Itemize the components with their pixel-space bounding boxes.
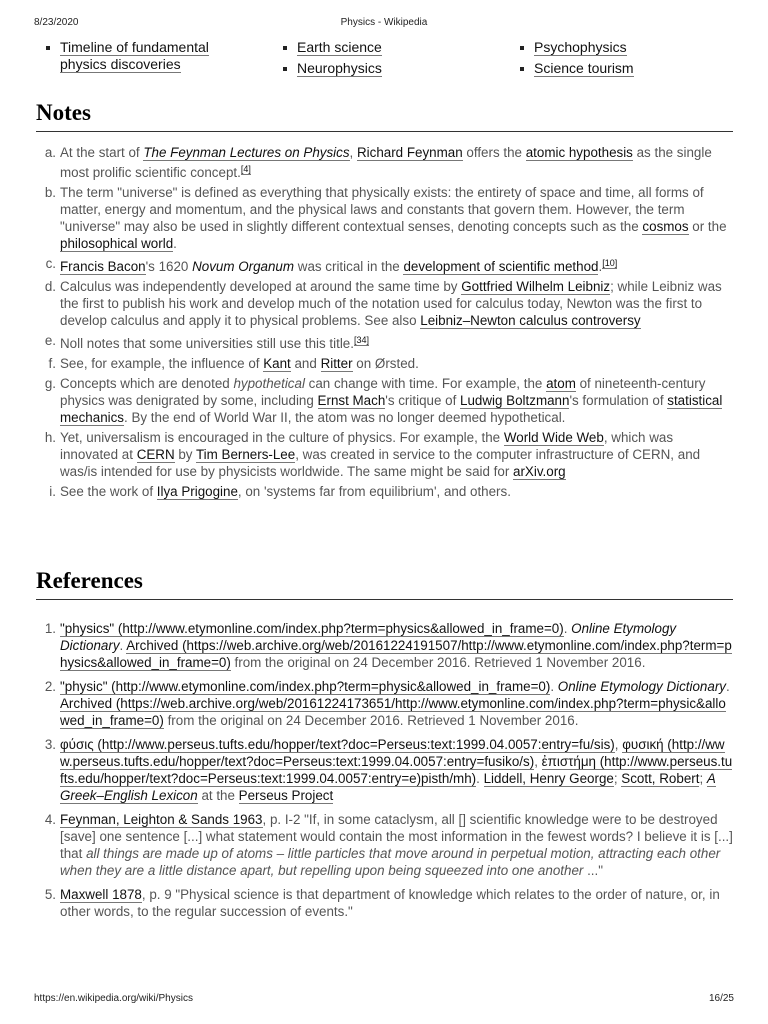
reference-text: from the original on 24 December 2016. Retrieved 1 November 2016. bbox=[163, 713, 579, 728]
print-date: 8/23/2020 bbox=[34, 17, 79, 28]
note-text: and bbox=[290, 356, 321, 371]
note-link[interactable]: Richard Feynman bbox=[356, 145, 463, 160]
reference-link[interactable]: ἐπιστήμη (http://www.perseus.tufts.edu/hopper/text?doc=Perseus:text:1999.04.0057:entry=e)pisth/mh) bbox=[60, 754, 733, 786]
list-item bbox=[518, 39, 718, 56]
reference-link[interactable]: Scott, Robert bbox=[621, 771, 700, 786]
note-text: of nineteenth-century physics was denigrated by some, including bbox=[60, 376, 706, 408]
reference-text: . bbox=[476, 771, 484, 786]
reference-text: , p. 9 "Physical science is that department of knowledge which relates to the order of nature, or, in other words, to the regular succession of events." bbox=[60, 887, 720, 919]
note-text: ; while Leibniz was the first to publish his work and develop much of the notation used for calculus today, Newton was the first to develop calculus and apply it to physical problems. See also bbox=[60, 279, 722, 328]
note-link[interactable]: development of scientific method bbox=[403, 259, 599, 274]
note-a bbox=[36, 144, 733, 181]
see-also-link[interactable]: Timeline of fundamental physics discoveries bbox=[60, 39, 209, 72]
note-link[interactable]: Ernst Mach bbox=[317, 393, 386, 408]
reference-link[interactable]: Perseus Project bbox=[238, 788, 334, 803]
note-marker: i. bbox=[49, 484, 56, 499]
reference-text: , bbox=[614, 737, 623, 752]
references-list bbox=[36, 620, 733, 927]
list-item bbox=[518, 60, 718, 77]
reference-text: . bbox=[725, 679, 730, 694]
reference-link[interactable]: Feynman, Leighton & Sands 1963 bbox=[60, 812, 263, 827]
reference-marker: 5. bbox=[44, 887, 56, 902]
note-text: 's 1620 bbox=[145, 259, 193, 274]
note-g bbox=[36, 375, 733, 426]
reference-5 bbox=[36, 886, 733, 920]
note-text: . bbox=[173, 236, 177, 251]
note-e bbox=[36, 332, 733, 352]
reference-link[interactable]: "physic" (http://www.etymonline.com/index.php?term=physic&allowed_in_frame=0) bbox=[60, 679, 551, 694]
note-d bbox=[36, 278, 733, 329]
note-text: At the start of bbox=[60, 145, 144, 160]
reference-text: , p. I-2 "If, in some cataclysm, all [] scientific knowledge were to be destroyed [save] one sentence [...] what statement would contain the most information in the fewest words? I believe it is [...] that bbox=[60, 812, 733, 861]
note-text: 's formulation of bbox=[569, 393, 668, 408]
reference-link[interactable]: Liddell, Henry George bbox=[483, 771, 614, 786]
note-text: See the work of bbox=[60, 484, 157, 499]
reference-marker: 3. bbox=[44, 737, 56, 752]
citation-link[interactable]: [10] bbox=[602, 258, 618, 268]
see-also-link[interactable]: Neurophysics bbox=[297, 60, 382, 76]
note-text: 's critique of bbox=[385, 393, 461, 408]
note-f bbox=[36, 355, 733, 372]
note-marker: e. bbox=[44, 333, 56, 348]
reference-text: . bbox=[550, 679, 558, 694]
reference-marker: 2. bbox=[44, 679, 56, 694]
note-text: or the bbox=[688, 219, 727, 234]
notes-heading: Notes bbox=[36, 100, 733, 132]
reference-3 bbox=[36, 736, 733, 804]
print-page-number: 16/25 bbox=[708, 993, 734, 1004]
see-also-link[interactable]: Earth science bbox=[297, 39, 382, 55]
note-text: , on 'systems far from equilibrium', and others. bbox=[237, 484, 511, 499]
reference-text: ; bbox=[699, 771, 707, 786]
note-link[interactable]: Tim Berners-Lee bbox=[195, 447, 296, 462]
note-text: on Ørsted. bbox=[352, 356, 419, 371]
note-link[interactable]: cosmos bbox=[642, 219, 689, 234]
reference-italic: all things are made up of atoms – little particles that move around in perpetual motion, attracting each other when they are a little distance apart, but repelling upon being squeezed into one another bbox=[60, 846, 721, 878]
reference-italic: Online Etymology Dictionary bbox=[60, 621, 677, 653]
archive-link[interactable]: Archived (https://web.archive.org/web/20161224173651/http://www.etymonline.com/index.php?term=physic&allowed_in_frame=0) bbox=[60, 696, 726, 728]
note-link[interactable]: Gottfried Wilhelm Leibniz bbox=[461, 279, 611, 294]
archive-link[interactable]: Archived (https://web.archive.org/web/20161224191507/http://www.etymonline.com/index.php?term=physics&allowed_in_frame=0) bbox=[60, 638, 732, 670]
note-text: See, for example, the influence of bbox=[60, 356, 264, 371]
note-text: Yet, universalism is encouraged in the culture of physics. For example, the bbox=[60, 430, 504, 445]
note-link[interactable]: philosophical world bbox=[60, 236, 174, 251]
note-link[interactable]: Francis Bacon bbox=[60, 259, 146, 274]
print-header bbox=[0, 17, 768, 31]
see-also-link[interactable]: Science tourism bbox=[534, 60, 634, 76]
see-also-column-1 bbox=[44, 39, 244, 77]
citation-link[interactable]: [34] bbox=[353, 335, 369, 345]
list-item bbox=[281, 60, 481, 77]
see-also-link[interactable]: Psychophysics bbox=[534, 39, 627, 55]
reference-text: , bbox=[534, 754, 542, 769]
reference-text: at the bbox=[197, 788, 239, 803]
note-link[interactable]: atomic hypothesis bbox=[525, 145, 633, 160]
note-link[interactable]: Ludwig Boltzmann bbox=[460, 393, 570, 408]
note-italic: hypothetical bbox=[233, 376, 305, 391]
note-link[interactable]: CERN bbox=[136, 447, 175, 462]
note-link[interactable]: Kant bbox=[263, 356, 291, 371]
note-link[interactable]: Ritter bbox=[320, 356, 353, 371]
note-marker: h. bbox=[44, 430, 56, 445]
note-marker: g. bbox=[44, 376, 56, 391]
note-text: . bbox=[598, 259, 603, 274]
reference-link[interactable]: φύσις (http://www.perseus.tufts.edu/hopper/text?doc=Perseus:text:1999.04.0057:entry=fu/sis) bbox=[60, 737, 615, 752]
note-text: , which was innovated at bbox=[60, 430, 674, 462]
note-marker: c. bbox=[45, 256, 56, 271]
reference-marker: 1. bbox=[44, 621, 56, 636]
reference-text: . bbox=[119, 638, 127, 653]
note-text: , was created in service to the computer infrastructure of CERN, and was/is intended for use by physicists worldwide. The same might be said for bbox=[60, 447, 701, 479]
see-also-column-3 bbox=[518, 39, 718, 81]
reference-2 bbox=[36, 678, 733, 729]
notes-list bbox=[36, 144, 733, 503]
see-also-column-2 bbox=[281, 39, 481, 81]
note-c bbox=[36, 255, 733, 275]
reference-link[interactable]: "physics" (http://www.etymonline.com/index.php?term=physics&allowed_in_frame=0) bbox=[60, 621, 564, 636]
citation-link[interactable]: [4] bbox=[240, 164, 251, 174]
reference-link[interactable]: A Greek–English Lexicon bbox=[60, 771, 716, 803]
note-text: Calculus was independently developed at around the same time by bbox=[60, 279, 462, 294]
note-text: . By the end of World War II, the atom was no longer deemed hypothetical. bbox=[124, 410, 566, 425]
reference-text: ..." bbox=[583, 863, 603, 878]
note-text: Concepts which are denoted bbox=[60, 376, 234, 391]
reference-4 bbox=[36, 811, 733, 879]
reference-1 bbox=[36, 620, 733, 671]
note-text: by bbox=[174, 447, 196, 462]
note-text: The term "universe" is defined as everything that physically exists: the entirety of space and time, all forms of matter, energy and momentum, and the physical laws and constants that govern them. However, the term "universe" may also be used in slightly different contextual senses, denoting concepts such as the bbox=[60, 185, 704, 234]
note-link[interactable]: The Feynman Lectures on Physics bbox=[143, 145, 350, 160]
print-page-title: Physics - Wikipedia bbox=[340, 17, 428, 28]
note-text: Noll notes that some universities still use this title. bbox=[60, 336, 354, 351]
note-text: as the single most prolific scientific concept. bbox=[60, 145, 712, 180]
note-h bbox=[36, 429, 733, 480]
note-text: offers the bbox=[462, 145, 526, 160]
note-link[interactable]: Leibniz–Newton calculus controversy bbox=[420, 313, 641, 328]
reference-marker: 4. bbox=[44, 812, 56, 827]
note-b bbox=[36, 184, 733, 252]
references-heading: References bbox=[36, 568, 733, 600]
reference-text: . bbox=[563, 621, 572, 636]
note-marker: b. bbox=[44, 185, 56, 200]
reference-link[interactable]: φυσική (http://www.perseus.tufts.edu/hopper/text?doc=Perseus:text:1999.04.0057:entry=fusiko/s) bbox=[60, 737, 725, 769]
reference-italic: Online Etymology Dictionary bbox=[557, 679, 726, 694]
print-url: https://en.wikipedia.org/wiki/Physics bbox=[34, 993, 193, 1004]
note-i bbox=[36, 483, 733, 500]
note-text: was critical in the bbox=[294, 259, 404, 274]
list-item bbox=[281, 39, 481, 56]
note-text: , bbox=[349, 145, 357, 160]
note-link[interactable]: arXiv.org bbox=[513, 464, 566, 479]
note-text: can change with time. For example, the bbox=[304, 376, 547, 391]
note-italic: Novum Organum bbox=[192, 259, 295, 274]
note-link[interactable]: statistical mechanics bbox=[60, 393, 723, 425]
note-link[interactable]: World Wide Web bbox=[503, 430, 604, 445]
list-item bbox=[44, 39, 244, 73]
note-link[interactable]: Ilya Prigogine bbox=[156, 484, 238, 499]
reference-link[interactable]: Maxwell 1878 bbox=[60, 887, 142, 902]
note-link[interactable]: atom bbox=[546, 376, 576, 391]
reference-text: from the original on 24 December 2016. Retrieved 1 November 2016. bbox=[230, 655, 646, 670]
reference-text: ; bbox=[613, 771, 622, 786]
note-marker: d. bbox=[44, 279, 56, 294]
note-marker: f. bbox=[48, 356, 56, 371]
note-marker: a. bbox=[44, 145, 56, 160]
